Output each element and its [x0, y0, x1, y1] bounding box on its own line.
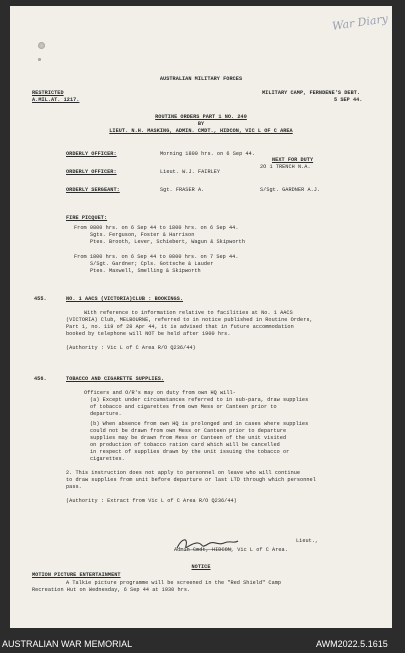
- order-body-line: cigarettes.: [90, 456, 125, 462]
- location: MILITARY CAMP, FERNDENE'S DEBT.: [262, 90, 361, 96]
- order-heading: NO. 1 AACS (VICTORIA)CLUB : BOOKINGS.: [66, 296, 184, 302]
- fire-picquet-line: Ptes. Maxwell, Smelling & Skipworth: [90, 268, 201, 274]
- order-body-line: (b) When absence from own HQ is prolonged and in cases where supplies: [90, 421, 309, 427]
- punch-mark: [38, 58, 41, 61]
- fire-picquet-heading: FIRE PICQUET:: [66, 215, 108, 221]
- fire-picquet-line: Ptes. Brooth, Lever, Schiebert, Wagun & Skipworth: [90, 239, 245, 245]
- order-body-line: pass.: [66, 484, 82, 490]
- order-number: 455.: [34, 296, 47, 302]
- classification: RESTRICTED: [32, 90, 64, 96]
- duty-label: ORDERLY OFFICER:: [66, 169, 117, 175]
- punch-hole: [38, 42, 45, 49]
- signature-rank: Lieut.,: [296, 538, 319, 544]
- fire-picquet-line: From 0800 hrs. on 6 Sep 44 to 1800 hrs. on 6 Sep 44.: [74, 225, 239, 231]
- archive-footer: [0, 636, 405, 653]
- orders-title-issuer: LIEUT. N.H. MASKING, ADMIN. CMDT., HIDCON, VIC L OF C AREA: [109, 128, 293, 134]
- order-authority: (Authority : Vic L of C Area R/O Q236/44): [66, 345, 196, 351]
- document-page: [10, 6, 392, 628]
- notice-heading: NOTICE: [191, 564, 211, 570]
- duty-next: S/Sgt. GARDNER A.J.: [260, 187, 321, 193]
- order-body-line: (VICTORIA) Club, MELBOURNE, referred to in notice published in Routine Orders,: [66, 317, 313, 323]
- order-body-line: Part 1, no. 119 of 28 Apr 44, it is advised that in future accommodation: [66, 324, 294, 330]
- fire-picquet-line: Sgts. Ferguson, Foster & Harrison: [90, 232, 195, 238]
- order-body-line: supplies may be drawn from Mess or Canteen of the unit visited: [90, 435, 287, 441]
- order-number: 456.: [34, 376, 47, 382]
- fire-picquet-line: S/Sgt. Gardner; Cpls. Gottsche & Lauder: [90, 261, 214, 267]
- order-heading: TOBACCO AND CIGARETTE SUPPLIES.: [66, 376, 165, 382]
- order-body-line: departure.: [90, 411, 122, 417]
- order-body-line: 2. This instruction does not apply to personnel on leave who will continue: [66, 470, 301, 476]
- duty-next: 2O 1 TRENCH N.A.: [260, 164, 311, 170]
- orders-title: ROUTINE ORDERS PART 1 NO. 240: [155, 114, 247, 120]
- footer-source: AUSTRALIAN WAR MEMORIAL: [2, 639, 133, 649]
- duty-label: ORDERLY SERGEANT:: [66, 187, 120, 193]
- notice-subheading: MOTION PICTURE ENTERTAINMENT: [32, 572, 121, 578]
- order-body-line: of tobacco and cigarettes from own Mess or Canteen prior to: [90, 404, 277, 410]
- duty-value: Lieut. W.J. FAIRLEY: [160, 169, 221, 175]
- order-body-line: booked by telephone will NOT be held after 1900 hrs.: [66, 331, 231, 337]
- notice-body-line: A Talkie picture programme will be screened in the "Red Shield" Camp: [66, 580, 282, 586]
- footer-catalogue-number: AWM2022.5.1615: [316, 639, 388, 649]
- reference: A.MIL.AT. 1217.: [32, 97, 80, 103]
- duty-label: ORDERLY OFFICER:: [66, 151, 117, 157]
- order-authority: (Authority : Extract from Vic L of C Area R/O Q236/44): [66, 498, 237, 504]
- duty-value: Morning 1800 hrs. on 6 Sep 44.: [160, 151, 255, 157]
- signature-title: Admin Cmdt, HIDCON, Vic L of C Area.: [174, 547, 288, 553]
- order-body-line: could not be drawn from own Mess or Canteen prior to departure: [90, 428, 287, 434]
- order-body-line: Officers and O/R's may on duty from own HQ will-: [84, 390, 236, 396]
- order-body-line: With reference to information relative to facilities at No. 1 AACS: [84, 310, 293, 316]
- organisation-heading: AUSTRALIAN MILITARY FORCES: [159, 76, 243, 82]
- date: 5 SEP 44.: [334, 97, 363, 103]
- orders-title-by: BY: [197, 121, 205, 127]
- order-body-line: in respect of supplies drawn by the unit issuing the tobacco or: [90, 449, 290, 455]
- order-body-line: on production of tobacco ration card which will be cancelled: [90, 442, 280, 448]
- notice-body-line: Recreation Hut on Wednesday, 6 Sep 44 at 1930 hrs.: [32, 587, 191, 593]
- duty-value: Sgt. FRASER A.: [160, 187, 205, 193]
- war-diary-annotation: War Diary: [331, 12, 389, 33]
- order-body-line: to draw supplies from unit before departure or last LTD through which personnel: [66, 477, 316, 483]
- next-for-duty-label: NEXT FOR DUTY: [272, 157, 314, 163]
- order-body-line: (a) Except under circumstances referred to in sub-para, draw supplies: [90, 397, 309, 403]
- fire-picquet-line: From 1800 hrs. on 6 Sep 44 to 0800 hrs. on 7 Sep 44.: [74, 254, 239, 260]
